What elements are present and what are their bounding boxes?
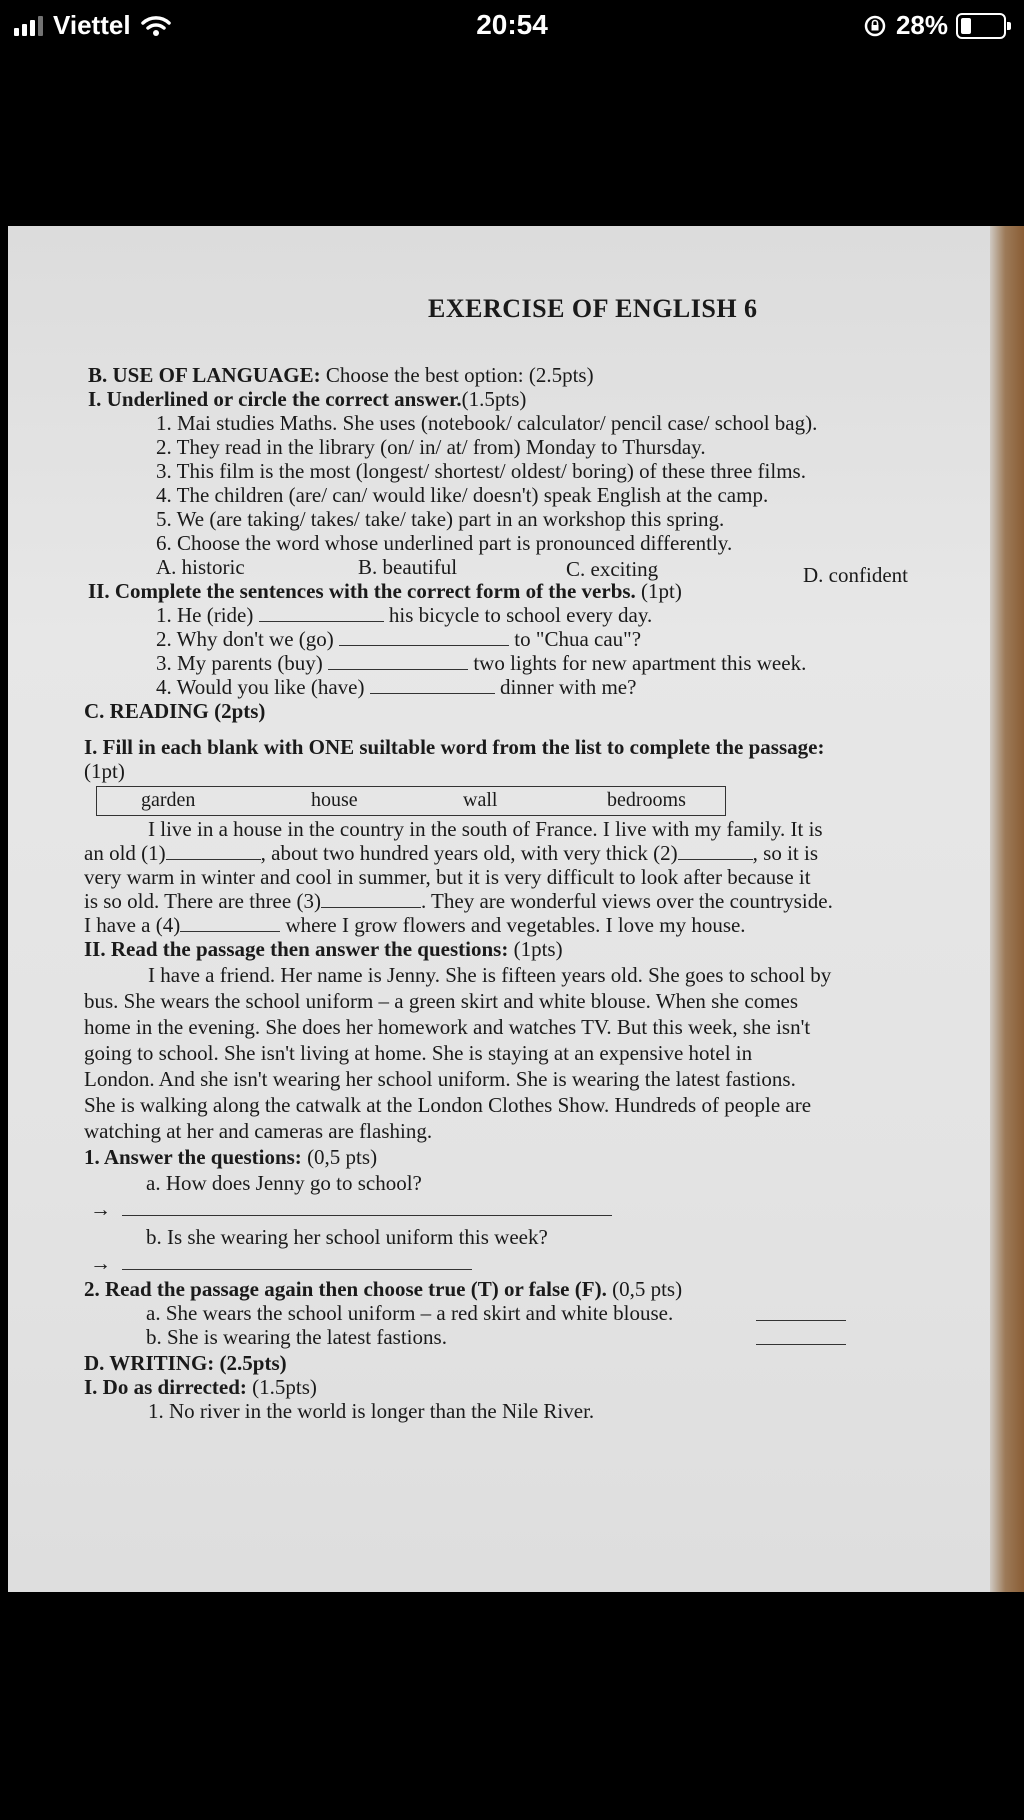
passage1-line-2 [84, 840, 818, 866]
option-d: D. confident [803, 563, 908, 587]
word-wall: wall [463, 789, 498, 811]
passage1-views: . They are wonderful views over the countryside. [420, 889, 833, 913]
b1-item-4: 4. The children (are/ can/ would like/ doesn't) speak English at the camp. [156, 483, 769, 507]
passage1-line-1: I live in a house in the country in the south of France. I live with my family. It is [148, 817, 823, 841]
verb-4-prompt: 4. Would you like (have) [156, 675, 365, 699]
verb-item-2 [156, 626, 641, 652]
word-garden: garden [141, 789, 196, 811]
q2b: b. She is wearing the latest fastions. [146, 1325, 447, 1349]
blank-2[interactable] [678, 841, 753, 860]
blank-3[interactable] [321, 889, 421, 908]
passage2-line-1: I have a friend. Her name is Jenny. She is fifteen years old. She goes to school by [148, 963, 832, 987]
section-d-heading: D. WRITING: (2.5pts) [84, 1351, 287, 1375]
part-c1-points: (1pt) [84, 759, 125, 783]
blank-4[interactable] [180, 913, 280, 932]
q2-heading [84, 1276, 682, 1302]
passage1-line-3: very warm in winter and cool in summer, but it is very difficult to look after because it [84, 865, 811, 889]
verb-4-rest: dinner with me? [499, 675, 637, 699]
section-b-instruction: Choose the best option: (2.5pts) [325, 363, 594, 387]
passage2-line-2: bus. She wears the school uniform – a green skirt and white blouse. When she comes [84, 989, 799, 1013]
word-house: house [311, 789, 358, 811]
part-d1-label: I. Do as dirrected: [84, 1375, 247, 1399]
battery-percent: 28% [895, 10, 948, 40]
b1-item-3: 3. This film is the most (longest/ shortest/ oldest/ boring) of these three films. [156, 459, 806, 483]
blank-1-label: an old (1) [84, 841, 166, 865]
verb-3-blank[interactable] [328, 651, 468, 670]
part-c2-heading [84, 936, 563, 962]
q1a-answer-line[interactable] [122, 1197, 612, 1216]
b1-item-6: 6. Choose the word whose underlined part is pronounced differently. [156, 531, 733, 555]
verb-1-blank[interactable] [259, 603, 384, 622]
q2a: a. She wears the school uniform – a red skirt and white blouse. [146, 1301, 674, 1325]
arrow-icon: → [90, 1197, 111, 1221]
word-bedrooms: bedrooms [607, 789, 686, 811]
verb-4-blank[interactable] [370, 675, 495, 694]
verb-item-4 [156, 674, 636, 700]
right-status-group [864, 10, 1006, 41]
part-b1-points: (1.5pts) [461, 387, 527, 411]
battery-icon [956, 13, 1006, 39]
q1a: a. How does Jenny go to school? [146, 1171, 422, 1195]
part-b2-points: (1pt) [641, 579, 682, 603]
b1-item-5: 5. We (are taking/ takes/ take/ take) part in an workshop this spring. [156, 507, 725, 531]
status-bar [0, 0, 1024, 52]
part-c1-heading: I. Fill in each blank with ONE suiltable word from the list to complete the passage: [84, 735, 825, 759]
part-d1-points: (1.5pts) [252, 1375, 317, 1399]
q2b-answer[interactable] [756, 1344, 846, 1345]
q2-label: 2. Read the passage again then choose true (T) or false (F). [84, 1277, 607, 1301]
lock-rotation-icon [864, 15, 886, 37]
part-b2-label: II. Complete the sentences with the correct form of the verbs. [88, 579, 636, 603]
passage1-garden-sentence: where I grow flowers and vegetables. I love my house. [285, 913, 746, 937]
q2a-answer[interactable] [756, 1320, 846, 1321]
part-b1-label: I. Underlined or circle the correct answer. [88, 387, 462, 411]
verb-2-prompt: 2. Why don't we (go) [156, 627, 334, 651]
part-c2-label: II. Read the passage then answer the questions: [84, 937, 509, 961]
q1b-answer[interactable] [90, 1250, 472, 1276]
worksheet-paper [8, 226, 994, 1592]
option-c: C. exciting [566, 557, 659, 581]
verb-1-rest: his bicycle to school every day. [388, 603, 653, 627]
option-a: A. historic [156, 555, 245, 579]
word-list-box [96, 786, 726, 816]
b1-item-2: 2. They read in the library (on/ in/ at/ from) Monday to Thursday. [156, 435, 706, 459]
passage2-line-3: home in the evening. She does her homework and watches TV. But this week, she isn't [84, 1015, 811, 1039]
verb-2-rest: to "Chua cau"? [514, 627, 642, 651]
blank-2-label: , about two hundred years old, with very thick (2) [260, 841, 678, 865]
q1b-answer-line[interactable] [122, 1251, 472, 1270]
part-c2-points: (1pts) [513, 937, 563, 961]
blank-4-label: I have a (4) [84, 913, 181, 937]
part-b1-heading [88, 386, 526, 412]
b1-item-1: 1. Mai studies Maths. She uses (notebook/ calculator/ pencil case/ school bag). [156, 411, 818, 435]
passage2-line-4: going to school. She isn't living at home. She is staying at an expensive hotel in [84, 1041, 753, 1065]
q2-points: (0,5 pts) [612, 1277, 683, 1301]
blank-1[interactable] [166, 841, 261, 860]
q1a-answer[interactable] [90, 1196, 612, 1222]
passage2-line-5: London. And she isn't wearing her school uniform. She is wearing the latest fastions. [84, 1067, 796, 1091]
verb-3-rest: two lights for new apartment this week. [473, 651, 807, 675]
q1-points: (0,5 pts) [307, 1145, 378, 1169]
section-b-heading [88, 362, 594, 388]
q1-label: 1. Answer the questions: [84, 1145, 302, 1169]
d1-item-1: 1. No river in the world is longer than the Nile River. [148, 1399, 595, 1423]
worksheet-photo[interactable] [8, 226, 1024, 1592]
blank-3-label: is so old. There are three (3) [84, 889, 321, 913]
verb-item-3 [156, 650, 806, 676]
arrow-icon: → [90, 1251, 111, 1275]
part-b2-heading [88, 578, 682, 604]
section-b-label: B. USE OF LANGUAGE: [88, 363, 321, 387]
passage2-line-7: watching at her and cameras are flashing. [84, 1119, 433, 1143]
section-c-heading: C. READING (2pts) [84, 699, 266, 723]
verb-2-blank[interactable] [339, 627, 509, 646]
option-b: B. beautiful [358, 555, 458, 579]
passage1-line-4 [84, 888, 833, 914]
part-d1-heading [84, 1374, 317, 1400]
verb-item-1 [156, 602, 652, 628]
verb-3-prompt: 3. My parents (buy) [156, 651, 323, 675]
verb-1-prompt: 1. He (ride) [156, 603, 254, 627]
table-edge [990, 226, 1024, 1592]
status-time: 20:54 [476, 9, 548, 40]
q1-heading [84, 1144, 377, 1170]
passage1-line-5 [84, 912, 746, 938]
passage2-line-6: She is walking along the catwalk at the London Clothes Show. Hundreds of people are [84, 1093, 812, 1117]
passage1-so-it-is: , so it is [752, 841, 819, 865]
q1b: b. Is she wearing her school uniform this week? [146, 1225, 548, 1249]
carrier-name: Viettel [53, 10, 131, 40]
worksheet-title: EXERCISE OF ENGLISH 6 [428, 294, 758, 323]
